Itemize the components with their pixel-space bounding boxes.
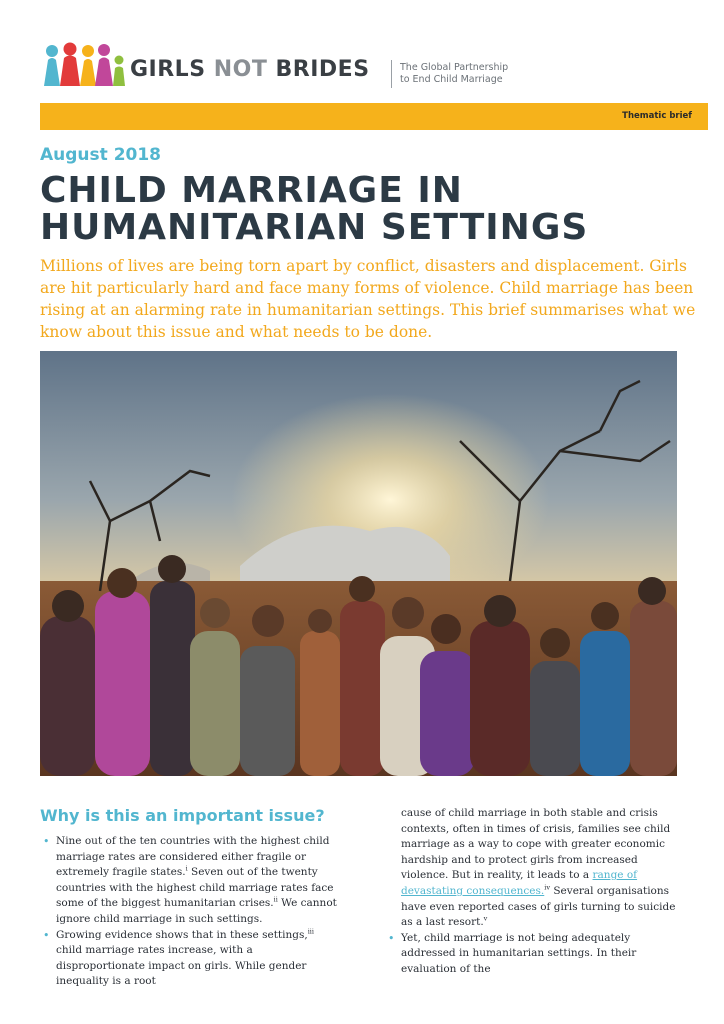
refugee-camp-illustration [40,351,677,776]
document-type-label: Thematic brief [622,111,692,121]
girls-not-brides-logo [40,42,509,90]
brand-name: GIRLS NOT BRIDES [130,57,370,82]
section-heading: Why is this an important issue? [40,806,325,825]
bullet-point: • Growing evidence shows that in these settings,$^{iii}$ child marriage rates increase, with a disproportionate impact on girls. While gender inequality is a root [40,928,340,990]
right-column [385,806,685,978]
publication-date: August 2018 [40,145,162,165]
intro-summary: Millions of lives are being torn apart by conflict, disasters and displacement. Girls are hit particularly hard and face many forms of violence. Child marriage has been rising at an alarming rate in humanitarian settings. This brief summarises what we know about this issue and what needs to be done. [40,257,696,341]
brand-tagline: The Global Partnership to End Child Marriage [400,62,509,85]
bullet-continuation: cause of child marriage in both stable and crisis contexts, often in times of crisis, families see child marriage as a way to cope with greater economic hardship and to protect girls from increased violence. But in reality, it leads to a range of devastating consequences.$^{iv}$ Several organisations have even reported cases of girls turning to suicide as a last resort.$^v$ [401,807,676,929]
left-column [40,834,340,990]
logo-divider [391,60,392,88]
refugee-camp-photo [40,351,677,776]
consequences-link[interactable]: range of devastating consequences. [401,869,638,897]
page-title: CHILD MARRIAGE IN HUMANITARIAN SETTINGS [40,170,589,248]
header-band [40,103,708,130]
girls-figures-icon [40,42,126,88]
bullet-point: • Nine out of the ten countries with the highest child marriage rates are considered either fragile or extremely fragile states.$^i$ Seven out of the twenty countries with the highest child marriage rates face some of the biggest humanitarian crises.$^{ii}$ We cannot ignore child marriage in such settings. [40,834,340,928]
bullet-point: • Yet, child marriage is not being adequately addressed in humanitarian settings. In their evaluation of the [385,931,685,978]
